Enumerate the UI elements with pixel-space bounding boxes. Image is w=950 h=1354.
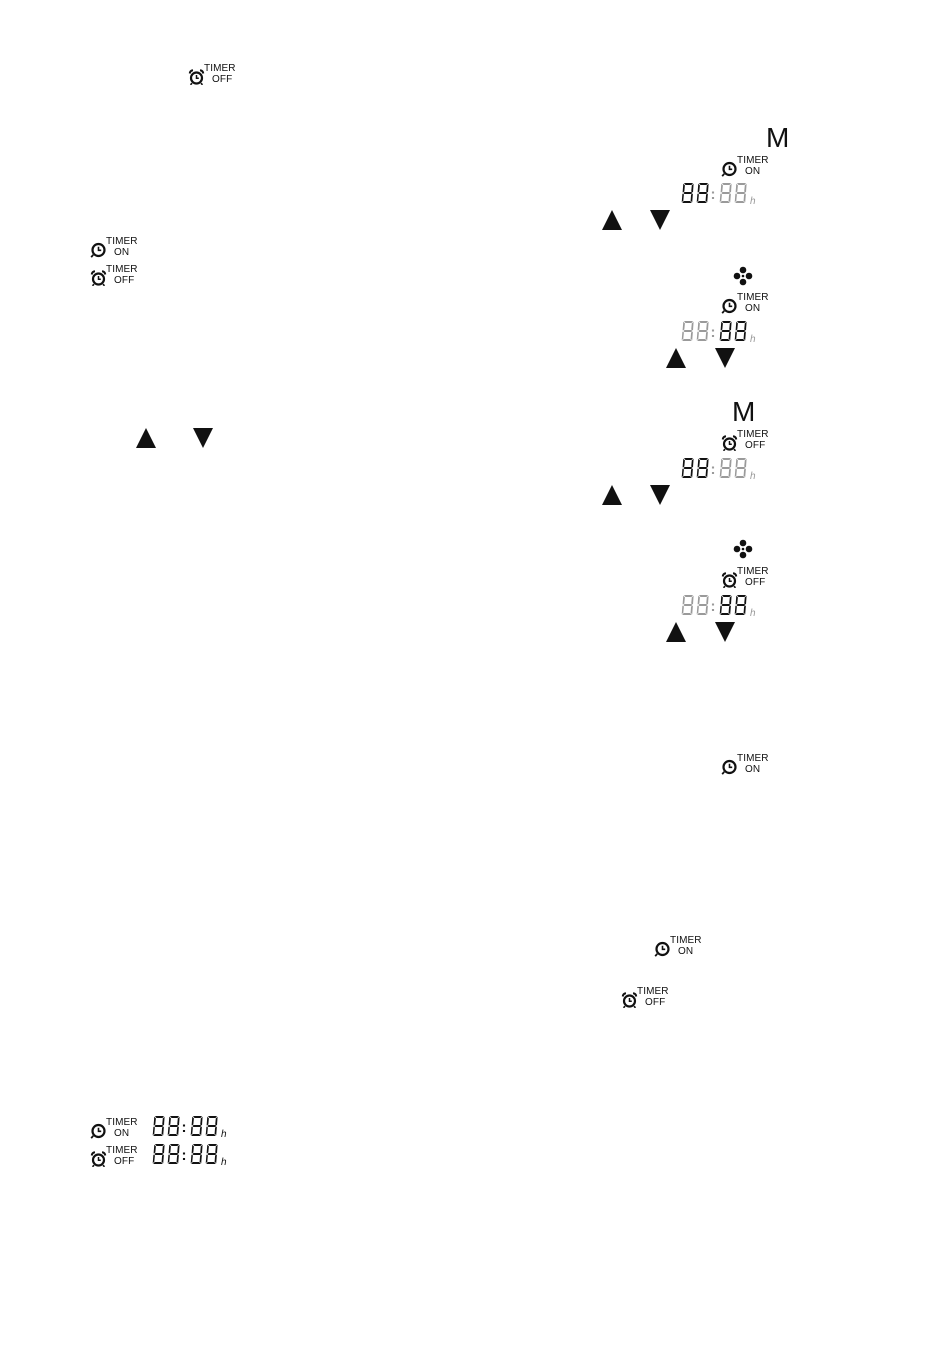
fan-icon: [732, 538, 754, 560]
time-display: [152, 1143, 230, 1172]
minute-digit: [720, 458, 732, 478]
timer-on-indicator: [721, 155, 781, 181]
timer-state-label: ON: [745, 764, 761, 775]
timer-label: TIMER: [106, 1145, 138, 1156]
alarm-clock-icon: [621, 992, 638, 1008]
time-display-hours-active: [681, 182, 759, 211]
timer-label: TIMER: [737, 753, 769, 764]
timer-off-indicator: [621, 986, 681, 1012]
minute-digit: [720, 183, 732, 203]
timer-state-label: ON: [114, 1128, 130, 1139]
hour-digit: [697, 321, 709, 341]
hours-unit-label: h: [221, 1129, 227, 1139]
timer-state-label: OFF: [745, 440, 766, 451]
minute-digit: [206, 1144, 218, 1164]
time-display-hours-active: [681, 457, 759, 486]
timer-off-indicator: [721, 566, 781, 592]
seven-segment-display: [681, 182, 759, 206]
clock-icon: [90, 242, 107, 258]
colon-separator: :: [710, 461, 716, 478]
clock-icon: [90, 1123, 107, 1139]
down-arrow-icon: [715, 348, 735, 368]
timer-state-label: OFF: [212, 74, 233, 85]
up-arrow-icon: [602, 210, 622, 230]
timer-label: TIMER: [106, 1117, 138, 1128]
up-arrow-icon: [666, 622, 686, 642]
minute-digit: [735, 595, 747, 615]
hours-unit-label: h: [750, 196, 756, 206]
minute-digit: [720, 595, 732, 615]
clock-icon: [721, 759, 738, 775]
down-arrow-icon: [650, 210, 670, 230]
timer-on-indicator: [721, 292, 781, 318]
timer-state-label: ON: [745, 166, 761, 177]
hour-digit: [153, 1144, 165, 1164]
hour-digit: [682, 183, 694, 203]
down-arrow-icon: [650, 485, 670, 505]
hour-digit: [153, 1116, 165, 1136]
timer-label: TIMER: [737, 429, 769, 440]
alarm-clock-icon: [721, 572, 738, 588]
timer-on-indicator: [90, 236, 150, 262]
alarm-clock-icon: [721, 435, 738, 451]
seven-segment-display: [681, 457, 759, 481]
timer-off-indicator: [188, 63, 248, 89]
timer-label: TIMER: [737, 292, 769, 303]
seven-segment-display: [152, 1115, 230, 1139]
up-arrow-icon: [136, 428, 156, 448]
alarm-clock-icon: [90, 1151, 107, 1167]
clock-icon: [721, 161, 738, 177]
minute-digit: [735, 321, 747, 341]
timer-state-label: ON: [678, 946, 694, 957]
timer-label: TIMER: [737, 566, 769, 577]
hour-digit: [697, 595, 709, 615]
timer-state-label: ON: [745, 303, 761, 314]
hour-digit: [697, 183, 709, 203]
hour-digit: [168, 1144, 180, 1164]
timer-state-label: OFF: [745, 577, 766, 588]
down-arrow-icon: [193, 428, 213, 448]
timer-off-indicator: [721, 429, 781, 455]
timer-on-indicator: [654, 935, 714, 961]
timer-state-label: ON: [114, 247, 130, 258]
colon-separator: :: [181, 1119, 187, 1136]
mode-m-indicator: M: [732, 396, 756, 427]
minute-digit: [735, 458, 747, 478]
hours-unit-label: h: [750, 334, 756, 344]
time-display-minutes-active: [681, 594, 759, 623]
timer-label: TIMER: [204, 63, 236, 74]
seven-segment-display: [681, 320, 759, 344]
timer-state-label: OFF: [645, 997, 666, 1008]
clock-icon: [654, 941, 671, 957]
up-arrow-icon: [602, 485, 622, 505]
time-display-minutes-active: [681, 320, 759, 349]
colon-separator: :: [710, 598, 716, 615]
hour-digit: [682, 458, 694, 478]
alarm-clock-icon: [188, 69, 205, 85]
minute-digit: [191, 1116, 203, 1136]
timer-state-label: OFF: [114, 275, 135, 286]
timer-off-indicator: [90, 1145, 150, 1171]
hours-unit-label: h: [221, 1157, 227, 1167]
timer-on-indicator: [721, 753, 781, 779]
timer-state-label: OFF: [114, 1156, 135, 1167]
hour-digit: [697, 458, 709, 478]
hours-unit-label: h: [750, 608, 756, 618]
timer-off-indicator: [90, 264, 150, 290]
minute-digit: [191, 1144, 203, 1164]
alarm-clock-icon: [90, 270, 107, 286]
hour-digit: [168, 1116, 180, 1136]
timer-label: TIMER: [106, 236, 138, 247]
timer-label: TIMER: [106, 264, 138, 275]
mode-m-indicator: M: [766, 122, 790, 153]
clock-icon: [721, 298, 738, 314]
minute-digit: [720, 321, 732, 341]
up-arrow-icon: [666, 348, 686, 368]
fan-icon: [732, 265, 754, 287]
timer-label: TIMER: [637, 986, 669, 997]
timer-label: TIMER: [670, 935, 702, 946]
seven-segment-display: [681, 594, 759, 618]
minute-digit: [735, 183, 747, 203]
timer-label: TIMER: [737, 155, 769, 166]
time-display: [152, 1115, 230, 1144]
colon-separator: :: [181, 1147, 187, 1164]
seven-segment-display: [152, 1143, 230, 1167]
hour-digit: [682, 321, 694, 341]
timer-on-indicator: [90, 1117, 150, 1143]
colon-separator: :: [710, 324, 716, 341]
minute-digit: [206, 1116, 218, 1136]
hours-unit-label: h: [750, 471, 756, 481]
hour-digit: [682, 595, 694, 615]
down-arrow-icon: [715, 622, 735, 642]
colon-separator: :: [710, 186, 716, 203]
